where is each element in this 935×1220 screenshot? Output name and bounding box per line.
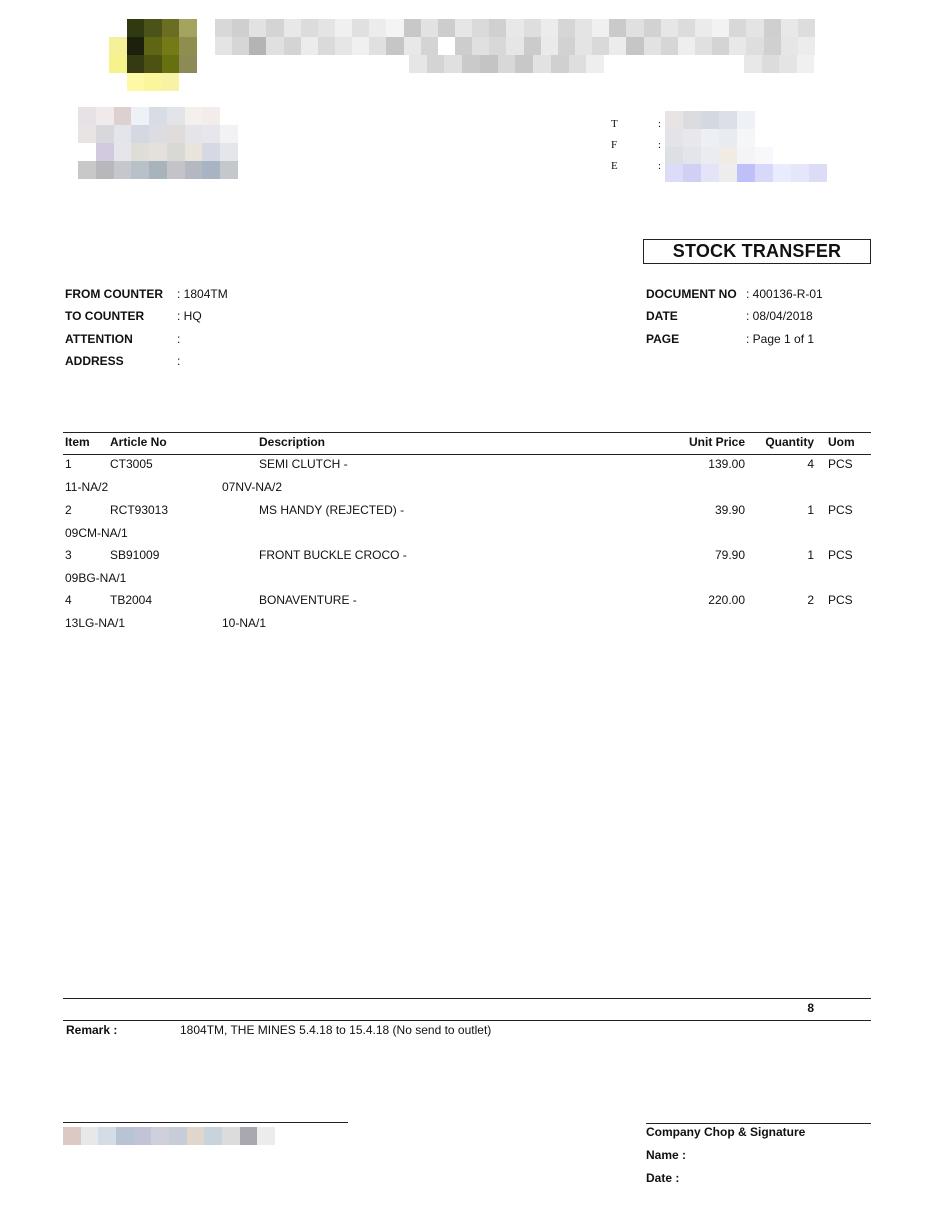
col-header-unit-price: Unit Price [688, 435, 745, 449]
table-row-2-description: MS HANDY (REJECTED) - [259, 503, 405, 517]
company-registration-redacted-2 [744, 55, 814, 73]
company-signature-line [646, 1123, 871, 1124]
attention-value: : [177, 332, 181, 346]
company-registration-redacted [409, 55, 604, 73]
table-row-2-price: 39.90 [714, 503, 745, 517]
contact-sep-e: : [658, 160, 662, 172]
attention-label: ATTENTION [65, 332, 133, 346]
issuer-name-redacted [63, 1127, 275, 1145]
document-title: STOCK TRANSFER [643, 239, 871, 264]
col-header-uom: Uom [828, 435, 855, 449]
table-top-rule [63, 432, 871, 433]
table-row-4-description-cont: 10-NA/1 [222, 616, 267, 630]
table-row-1-article-cont: 11-NA/2 [65, 480, 109, 494]
col-header-item: Item [65, 435, 90, 449]
col-header-quantity: Quantity [765, 435, 814, 449]
signature-name-label: Name : [646, 1148, 687, 1162]
table-row-3-article: SB91009 [110, 548, 160, 562]
document-no-value: : 400136-R-01 [746, 287, 823, 301]
table-row-2-item: 2 [65, 503, 72, 517]
table-row-4-description: BONAVENTURE - [259, 593, 357, 607]
table-row-3-article-cont: 09BG-NA/1 [65, 571, 127, 585]
page-value: : Page 1 of 1 [746, 332, 815, 346]
table-row-4-article: TB2004 [110, 593, 153, 607]
contact-label-t: T [611, 118, 618, 130]
address-value: : [177, 354, 181, 368]
table-row-4-qty: 2 [807, 593, 814, 607]
table-row-4-item: 4 [65, 593, 72, 607]
table-header-rule [63, 454, 871, 455]
col-header-description: Description [259, 435, 326, 449]
table-row-3-qty: 1 [807, 548, 814, 562]
to-counter-value: : HQ [177, 309, 202, 323]
total-quantity: 8 [807, 1001, 814, 1015]
contact-values-redacted [665, 111, 827, 182]
remark-label: Remark : [66, 1023, 118, 1037]
remark-text: 1804TM, THE MINES 5.4.18 to 15.4.18 (No send to outlet) [180, 1023, 492, 1037]
contact-sep-t: : [658, 118, 662, 130]
table-row-1-item: 1 [65, 457, 72, 471]
table-row-4-uom: PCS [828, 593, 853, 607]
document-no-label: DOCUMENT NO [646, 287, 737, 301]
signature-date-label: Date : [646, 1171, 680, 1185]
table-row-4-price: 220.00 [708, 593, 745, 607]
company-name-redacted [215, 19, 815, 55]
totals-bottom-rule [63, 1020, 871, 1021]
contact-label-f: F [611, 139, 618, 151]
from-counter-value: : 1804TM [177, 287, 228, 301]
col-header-article: Article No [110, 435, 167, 449]
table-row-4-article-cont: 13LG-NA/1 [65, 616, 126, 630]
contact-sep-f: : [658, 139, 662, 151]
contact-label-e: E [611, 160, 618, 172]
table-row-1-qty: 4 [807, 457, 814, 471]
address-label: ADDRESS [65, 354, 124, 368]
issuer-signature-line [63, 1122, 348, 1123]
table-row-1-article: CT3005 [110, 457, 153, 471]
table-row-1-price: 139.00 [708, 457, 745, 471]
company-logo [109, 19, 197, 91]
table-row-2-qty: 1 [807, 503, 814, 517]
table-row-3-item: 3 [65, 548, 72, 562]
table-row-1-uom: PCS [828, 457, 853, 471]
date-label: DATE [646, 309, 678, 323]
table-row-2-article-cont: 09CM-NA/1 [65, 526, 128, 540]
company-chop-signature-label: Company Chop & Signature [646, 1125, 806, 1139]
page-label: PAGE [646, 332, 680, 346]
table-row-3-uom: PCS [828, 548, 853, 562]
to-counter-label: TO COUNTER [65, 309, 145, 323]
table-row-2-uom: PCS [828, 503, 853, 517]
date-value: : 08/04/2018 [746, 309, 813, 323]
table-row-3-description: FRONT BUCKLE CROCO - [259, 548, 407, 562]
totals-top-rule [63, 998, 871, 999]
table-row-1-description-cont: 07NV-NA/2 [222, 480, 283, 494]
table-row-1-description: SEMI CLUTCH - [259, 457, 348, 471]
table-row-3-price: 79.90 [714, 548, 745, 562]
company-address-redacted [78, 107, 238, 179]
table-row-2-article: RCT93013 [110, 503, 169, 517]
from-counter-label: FROM COUNTER [65, 287, 163, 301]
